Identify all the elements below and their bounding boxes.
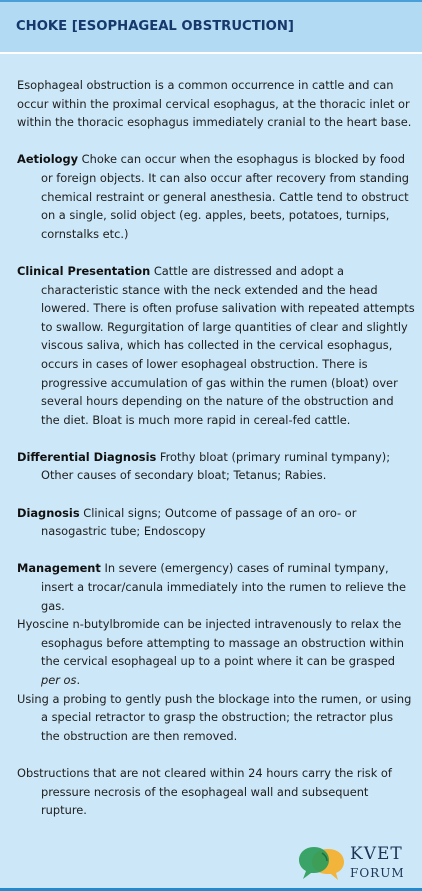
diagnosis-label: Diagnosis: [17, 505, 80, 520]
management-text-2-end: .: [76, 673, 81, 687]
card-header: [0, 2, 422, 54]
management-section: [17, 559, 415, 745]
aetiology-section: [17, 150, 415, 243]
card-content: [17, 76, 415, 838]
clinical-text: Cattle are distressed and adopt a characteristic stance with the neck extended and the head lowered. There is often profuse salivation with repeated attempts to swallow. Regurgitation of large quantities of clear and slightly viscous saliva, which has collected in the cervical esophagus, occurs in cases of lower esophageal obstruction. There is progressive accumulation of gas within the rumen (bloat) over several hours depending on the nature of the obstruction and the diet. Bloat is much more rapid in cereal-fed cattle.: [41, 263, 415, 427]
diagnosis-text: Clinical signs; Outcome of passage of an oro- or nasogastric tube; Endoscopy: [41, 505, 357, 539]
management-text-2-italic: per os: [41, 673, 77, 687]
management-text-2: Hyoscine n-butylbromide can be injected intravenously to relax the esophagus before attempting to massage an obstruction within the cervical esophageal up to a point where it can be grasped: [17, 617, 404, 669]
differential-text: Frothy bloat (primary ruminal tympany); Other causes of secondary bloat; Tetanus; Rabies.: [41, 449, 391, 483]
clinical-section: [17, 262, 415, 429]
management-label: Management: [17, 561, 101, 576]
aetiology-text: Choke can occur when the esophagus is blocked by food or foreign objects. It can also occur after recovery from standing chemical restraint or general anesthesia. Cattle tend to obstruct on a single, solid object (eg. apples, beets, potatoes, turnips, cornstalks etc.): [41, 152, 410, 241]
intro-paragraph: Esophageal obstruction is a common occurrence in cattle and can occur within the proximal cervical esophagus, at the thoracic inlet or within the thoracic esophagus immediately cranial to the heart base.: [17, 78, 412, 130]
logo-text-forum: FORUM: [350, 866, 405, 880]
clinical-label: Clinical Presentation: [17, 263, 151, 278]
aetiology-label: Aetiology: [17, 152, 79, 167]
closing-paragraph: Obstructions that are not cleared within 24 hours carry the risk of pressure necrosis of the esophageal wall and subsequent rupture.: [17, 765, 392, 818]
kvet-forum-logo: [298, 843, 414, 883]
page-title: CHOKE [ESOPHAGEAL OBSTRUCTION]: [16, 19, 294, 34]
management-text-1: In severe (emergency) cases of ruminal tympany, insert a trocar/canula immediately into the rumen to relieve the gas.: [41, 561, 407, 613]
differential-label: Differential Diagnosis: [17, 449, 157, 464]
logo-text-kvet: KVET: [350, 844, 403, 864]
management-text-2-line: [17, 615, 415, 689]
diagnosis-section: [17, 504, 415, 541]
differential-section: [17, 448, 415, 485]
management-text-3: Using a probing to gently push the blockage into the rumen, or using a special retractor to grasp the obstruction; the retractor plus the obstruction are then removed.: [17, 691, 412, 743]
speech-bubbles-icon: [298, 843, 346, 883]
